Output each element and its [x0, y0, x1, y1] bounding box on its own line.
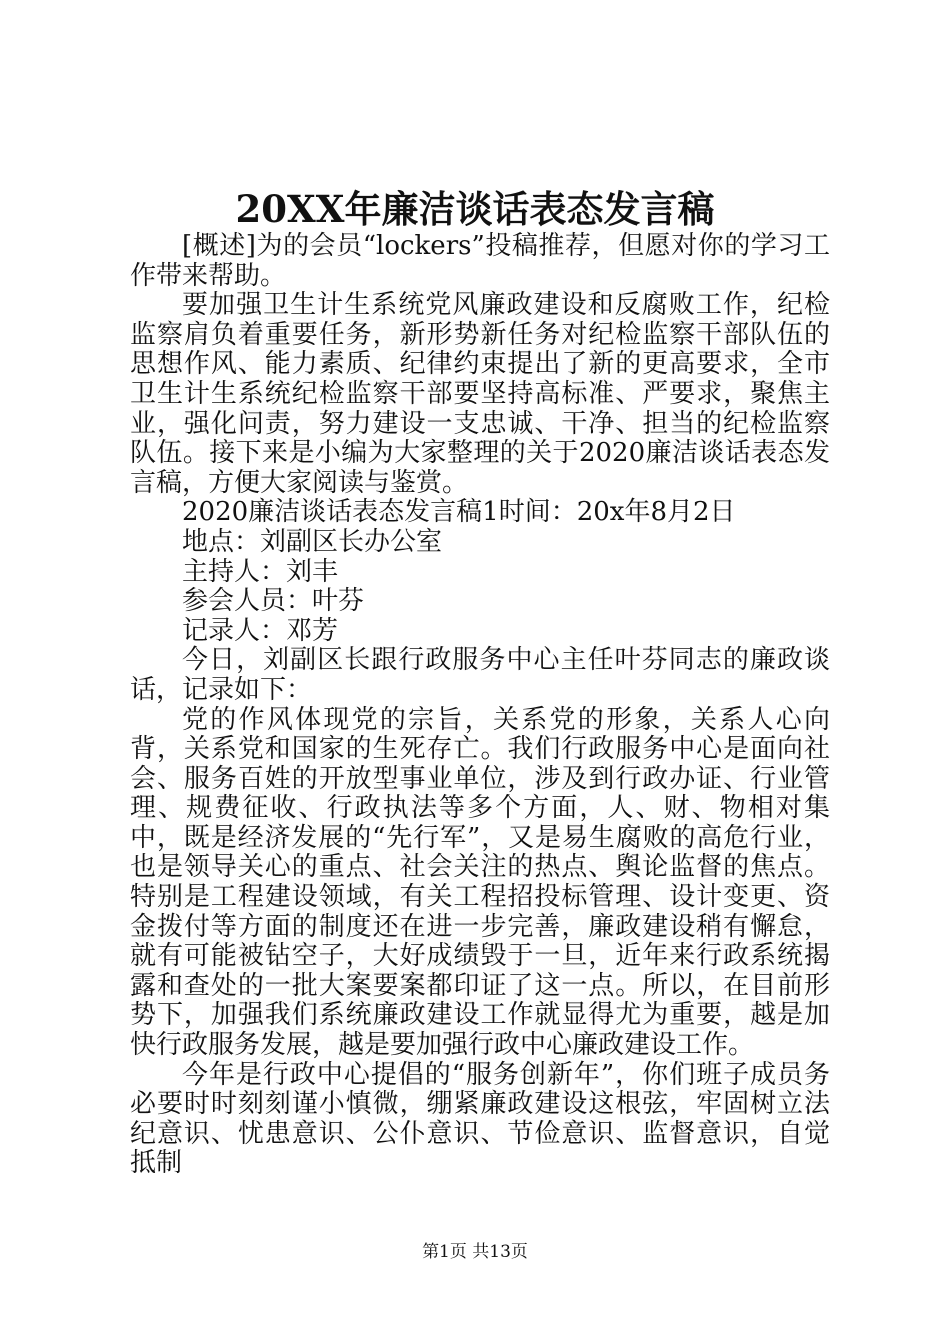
- paragraph-attendees: 参会人员：叶芬: [182, 586, 365, 617]
- paragraph-summary: [概述]为的会员“lockers”投稿推荐，但愿对你的学习工作带来帮助。: [130, 231, 830, 291]
- paragraph-service-year: 今年是行政中心提倡的“服务创新年”，你们班子成员务必要时时刻刻谨小慎微，绷紧廉政建设这根弦，牢固树立法纪意识、忧患意识、公仆意识、节俭意识、监督意识，自觉抵制: [130, 1059, 830, 1179]
- page-footer: 第1页 共13页: [422, 1242, 528, 1262]
- paragraph-meeting-location: 地点：刘副区长办公室: [182, 526, 443, 557]
- paragraph-party-style: 党的作风体现党的宗旨，关系党的形象，关系人心向背，关系党和国家的生死存亡。我们行政服务中心是面向社会、服务百姓的开放型事业单位，涉及到行政办证、行业管理、规费征收、行政执法等多个方面，人、财、物相对集中，既是经济发展的“先行军”，又是易生腐败的高危行业，也是领导关心的重点、社会关注的热点、舆论监督的焦点。特别是工程建设领域，有关工程招投标管理、设计变更、资金拨付等方面的制度还在进一步完善，廉政建设稍有懈怠，就有可能被钻空子，大好成绩毁于一旦，近年来行政系统揭露和查处的一批大案要案都印证了这一点。所以，在目前形势下，加强我们系统廉政建设工作就显得尤为重要，越是加快行政服务发展，越是要加强行政中心廉政建设工作。: [130, 704, 830, 1061]
- document-title: 20XX年廉洁谈话表态发言稿: [235, 187, 715, 231]
- paragraph-intro: 要加强卫生计生系统党风廉政建设和反腐败工作，纪检监察肩负着重要任务，新形势新任务对纪检监察干部队伍的思想作风、能力素质、纪律约束提出了新的更高要求，全市卫生计生系统纪检监察干部要坚持高标准、严要求，聚焦主业，强化问责，努力建设一支忠诚、干净、担当的纪检监察队伍。接下来是小编为大家整理的关于2020廉洁谈话表态发言稿，方便大家阅读与鉴赏。: [130, 290, 830, 498]
- paragraph-meeting-time: 2020廉洁谈话表态发言稿1时间：20x年8月2日: [182, 497, 736, 528]
- paragraph-host: 主持人：刘丰: [182, 556, 339, 587]
- paragraph-record-lead: 今日，刘副区长跟行政服务中心主任叶芬同志的廉政谈话，记录如下：: [130, 645, 830, 705]
- paragraph-recorder: 记录人：邓芳: [182, 615, 339, 646]
- document-body: [130, 232, 830, 1179]
